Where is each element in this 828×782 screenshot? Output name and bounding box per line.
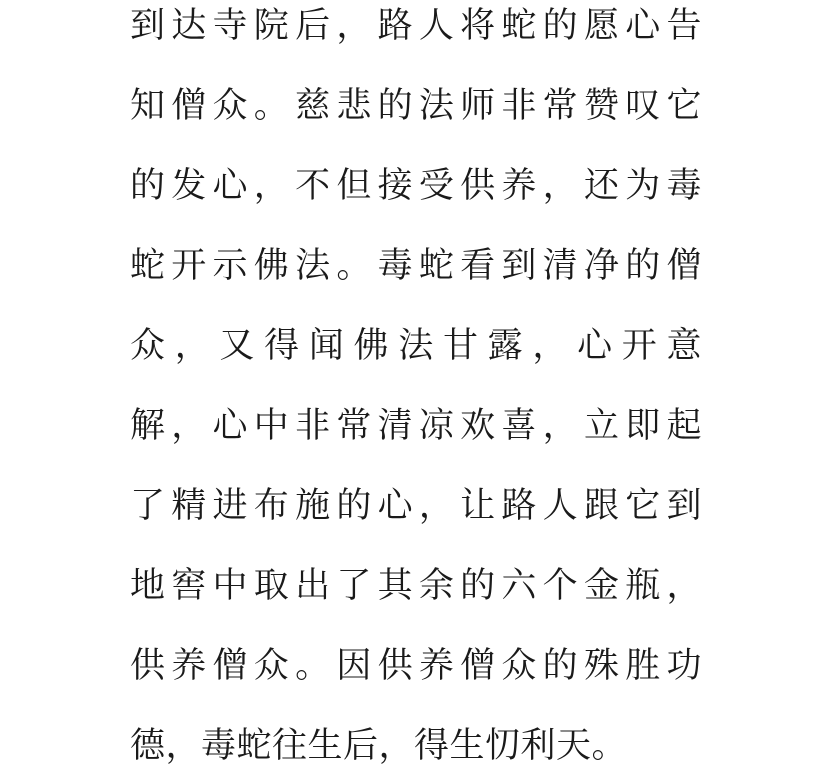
text-line-5: 众，又得闻佛法甘露，心开意	[130, 326, 702, 366]
article-body	[130, 0, 702, 782]
text-line-3: 的发心，不但接受供养，还为毒	[130, 166, 702, 206]
text-line-2: 知僧众。慈悲的法师非常赞叹它	[130, 86, 702, 126]
text-line-8: 地窖中取出了其余的六个金瓶，	[130, 566, 702, 606]
text-line-10: 德，毒蛇往生后，得生忉利天。	[130, 726, 628, 766]
text-line-9: 供养僧众。因供养僧众的殊胜功	[130, 646, 702, 686]
text-line-7: 了精进布施的心，让路人跟它到	[130, 486, 702, 526]
text-line-4: 蛇开示佛法。毒蛇看到清净的僧	[130, 246, 702, 286]
text-line-1: 到达寺院后，路人将蛇的愿心告	[130, 6, 702, 46]
text-line-6: 解，心中非常清凉欢喜，立即起	[130, 406, 702, 446]
